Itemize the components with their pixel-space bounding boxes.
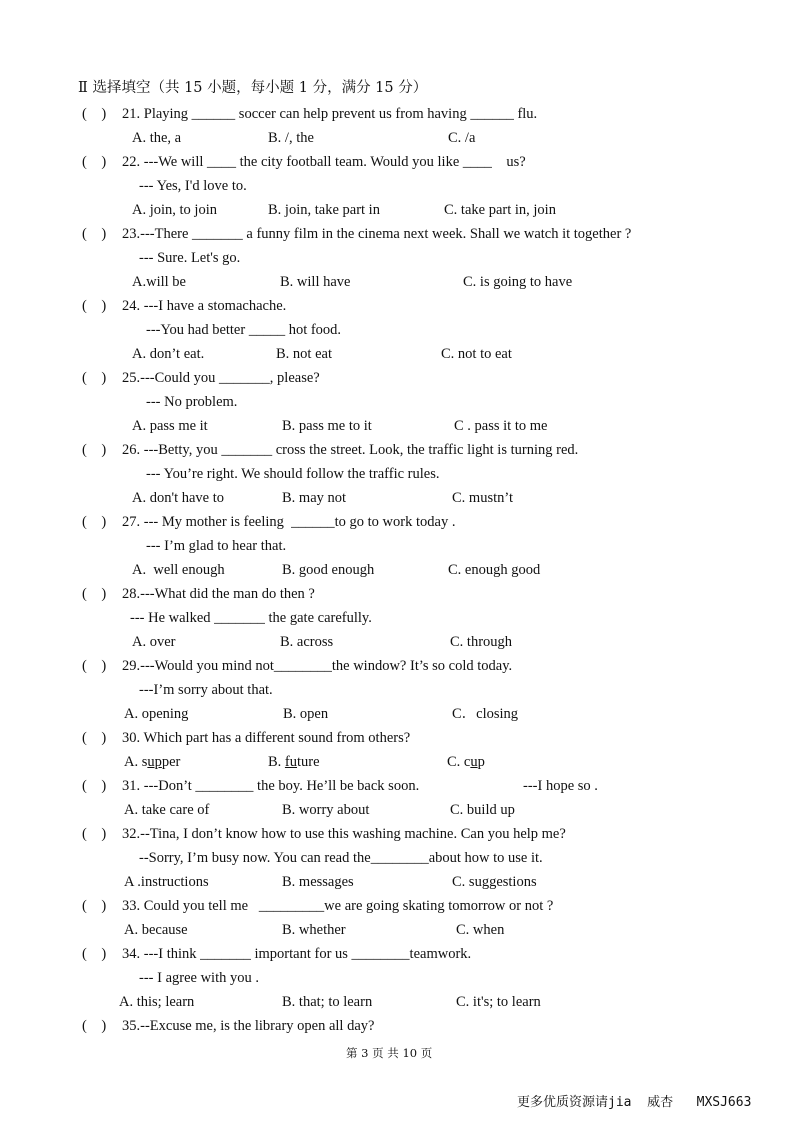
q22-option-a: A. join, to join: [132, 202, 217, 218]
q28-reply: --- He walked _______ the gate carefully.: [130, 610, 372, 626]
q31-option-a: A. take care of: [124, 802, 210, 818]
q25-stem: 25.---Could you _______, please?: [122, 370, 320, 386]
q29-bracket: ( ): [82, 658, 107, 674]
q30-option-b: B. future: [268, 754, 320, 770]
q31-reply: ---I hope so .: [523, 778, 598, 794]
q33-stem: 33. Could you tell me _________we are going skating tomorrow or not ?: [122, 898, 554, 914]
q22-bracket: ( ): [82, 154, 107, 170]
q24-option-c: C. not to eat: [441, 346, 512, 362]
watermark-text: 更多优质资源请jia 威杏 MXSJ663: [517, 1095, 752, 1110]
q21-stem: 21. Playing ______ soccer can help prevent us from having ______ flu.: [122, 106, 538, 122]
q23-stem: 23.---There _______ a funny film in the cinema next week. Shall we watch it together ?: [122, 226, 632, 242]
q28-option-a: A. over: [132, 634, 176, 650]
q33-option-a: A. because: [124, 922, 188, 938]
q27-stem: 27. --- My mother is feeling ______to go to work today .: [122, 514, 456, 530]
q29-reply: ---I’m sorry about that.: [139, 682, 273, 698]
q27-option-c: C. enough good: [448, 562, 541, 578]
q33-option-b: B. whether: [282, 922, 346, 938]
q28-stem: 28.---What did the man do then ?: [122, 586, 315, 602]
q30-option-c-underlined: u: [470, 754, 478, 770]
q28-bracket: ( ): [82, 586, 107, 602]
q34-option-b: B. that; to learn: [282, 994, 373, 1010]
q30-option-b-underlined: fu: [284, 754, 298, 770]
q23-option-a: A.will be: [132, 274, 186, 290]
q34-stem: 34. ---I think _______ important for us ________teamwork.: [122, 946, 472, 962]
q31-stem: 31. ---Don’t ________ the boy. He’ll be back soon.: [122, 778, 420, 794]
q29-option-a: A. opening: [124, 706, 189, 722]
q29-option-b: B. open: [283, 706, 329, 722]
q26-option-b: B. may not: [282, 490, 347, 506]
q30-option-a-underlined: up: [147, 754, 162, 770]
q25-bracket: ( ): [82, 370, 107, 386]
q26-reply: --- You’re right. We should follow the traffic rules.: [146, 466, 440, 482]
q21-option-b: B. /, the: [268, 130, 314, 146]
q21-bracket: ( ): [82, 106, 107, 122]
q31-bracket: ( ): [82, 778, 107, 794]
q35-bracket: ( ): [82, 1018, 107, 1034]
q34-option-c: C. it's; to learn: [456, 994, 541, 1010]
q23-bracket: ( ): [82, 226, 107, 242]
q32-option-a: A .instructions: [124, 874, 209, 890]
q23-option-b: B. will have: [280, 274, 351, 290]
q26-option-c: C. mustn’t: [452, 490, 513, 506]
q27-reply: --- I’m glad to hear that.: [146, 538, 287, 554]
q34-bracket: ( ): [82, 946, 107, 962]
q22-stem: 22. ---We will ____ the city football team. Would you like ____ us?: [122, 154, 526, 170]
q32-option-c: C. suggestions: [452, 874, 537, 890]
q30-bracket: ( ): [82, 730, 107, 746]
q21-option-c: C. /a: [448, 130, 476, 146]
q33-bracket: ( ): [82, 898, 107, 914]
q22-option-b: B. join, take part in: [268, 202, 380, 218]
q30-stem: 30. Which part has a different sound from others?: [122, 730, 411, 746]
q31-option-c: C. build up: [450, 802, 515, 818]
q22-option-c: C. take part in, join: [444, 202, 556, 218]
q29-stem: 29.---Would you mind not________the window? It’s so cold today.: [122, 658, 513, 674]
q25-option-c: C . pass it to me: [454, 418, 548, 434]
q31-option-b: B. worry about: [282, 802, 370, 818]
q30-option-a: A. supper: [124, 754, 181, 770]
q27-bracket: ( ): [82, 514, 107, 530]
q23-reply: --- Sure. Let's go.: [139, 250, 241, 266]
q26-option-a: A. don't have to: [132, 490, 225, 506]
q23-option-c: C. is going to have: [463, 274, 573, 290]
q24-bracket: ( ): [82, 298, 107, 314]
q32-bracket: ( ): [82, 826, 107, 842]
q28-option-b: B. across: [280, 634, 334, 650]
q24-reply: ---You had better _____ hot food.: [146, 322, 342, 338]
q34-reply: --- I agree with you .: [139, 970, 259, 986]
q25-option-a: A. pass me it: [132, 418, 208, 434]
q32-reply: --Sorry, I’m busy now. You can read the________about how to use it.: [139, 850, 543, 866]
section-title: Ⅱ 选择填空（共 15 小题，每小题 1 分，满分 15 分）: [78, 80, 428, 96]
q28-option-c: C. through: [450, 634, 513, 650]
q32-option-b: B. messages: [282, 874, 354, 890]
q35-stem: 35.--Excuse me, is the library open all day?: [122, 1018, 375, 1034]
q25-reply: --- No problem.: [146, 394, 238, 410]
q26-bracket: ( ): [82, 442, 107, 458]
q33-option-c: C. when: [456, 922, 505, 938]
q22-reply: --- Yes, I'd love to.: [139, 178, 247, 194]
q27-option-b: B. good enough: [282, 562, 375, 578]
q24-option-a: A. don’t eat.: [132, 346, 205, 362]
q34-option-a: A. this; learn: [119, 994, 195, 1010]
q30-option-c: C. cup: [447, 754, 485, 770]
q24-option-b: B. not eat: [276, 346, 332, 362]
q26-stem: 26. ---Betty, you _______ cross the street. Look, the traffic light is turning red.: [122, 442, 579, 458]
q32-stem: 32.--Tina, I don’t know how to use this washing machine. Can you help me?: [122, 826, 566, 842]
q27-option-a: A. well enough: [132, 562, 225, 578]
q21-option-a: A. the, a: [132, 130, 182, 146]
q24-stem: 24. ---I have a stomachache.: [122, 298, 287, 314]
q25-option-b: B. pass me to it: [282, 418, 372, 434]
q29-option-c: C．closing: [452, 706, 519, 722]
page-footer: 第 3 页 共 10 页: [346, 1046, 433, 1060]
